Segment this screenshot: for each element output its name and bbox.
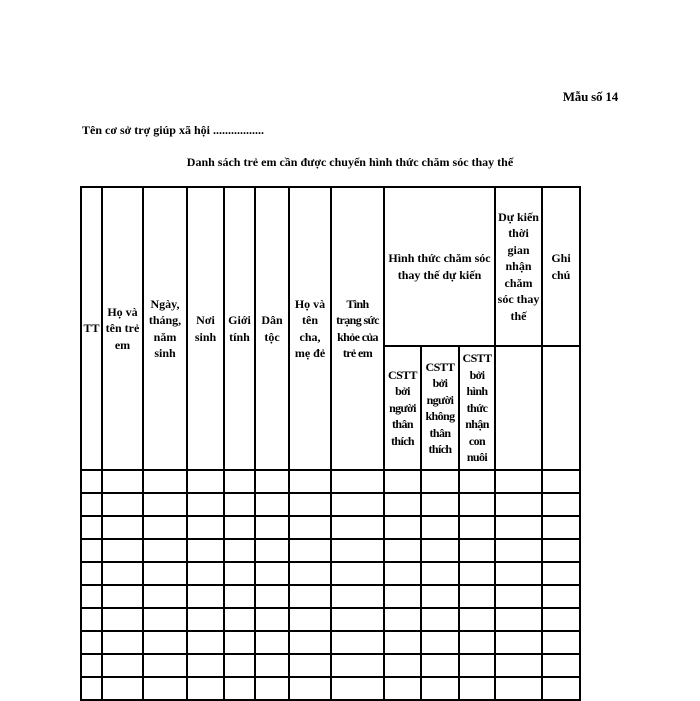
table-row <box>81 631 580 654</box>
table-cell <box>331 631 384 654</box>
table-cell <box>187 608 224 631</box>
table-cell <box>187 677 224 700</box>
table-cell <box>384 631 421 654</box>
table-cell <box>289 677 331 700</box>
table-cell <box>459 631 495 654</box>
table-row <box>81 470 580 493</box>
table-cell <box>255 585 289 608</box>
table-cell <box>421 654 459 677</box>
table-cell <box>384 608 421 631</box>
table-cell <box>187 585 224 608</box>
table-cell <box>331 562 384 585</box>
table-cell <box>459 470 495 493</box>
table-cell <box>255 470 289 493</box>
table-cell <box>81 677 102 700</box>
table-cell <box>102 562 143 585</box>
table-cell <box>289 631 331 654</box>
header-parents: Họ và tên cha, mẹ đẻ <box>289 187 331 470</box>
table-cell <box>102 654 143 677</box>
table-cell <box>81 631 102 654</box>
table-cell <box>81 585 102 608</box>
table-cell <box>384 539 421 562</box>
table-cell <box>495 562 542 585</box>
table-cell <box>542 585 580 608</box>
subheader-care-by-relatives: CSTT bởi người thân thích <box>384 346 421 470</box>
header-ethnicity: Dân tộc <box>255 187 289 470</box>
table-cell <box>187 516 224 539</box>
table-cell <box>384 470 421 493</box>
table-cell <box>331 516 384 539</box>
table-cell <box>289 654 331 677</box>
header-gender: Giới tính <box>224 187 255 470</box>
table-cell <box>495 493 542 516</box>
table-cell <box>459 654 495 677</box>
table-body <box>81 470 580 700</box>
header-full-name: Họ và tên trẻ em <box>102 187 143 470</box>
table-cell <box>255 677 289 700</box>
table-cell <box>384 493 421 516</box>
table-cell <box>495 677 542 700</box>
table-cell <box>102 585 143 608</box>
subheader-expected-time-blank <box>495 346 542 470</box>
table-cell <box>289 562 331 585</box>
document-title: Danh sách trẻ em cần được chuyển hình thức chăm sóc thay thế <box>186 155 514 169</box>
table-cell <box>331 493 384 516</box>
table-cell <box>421 493 459 516</box>
table-cell <box>102 539 143 562</box>
table-cell <box>542 493 580 516</box>
table-cell <box>384 677 421 700</box>
table-cell <box>542 539 580 562</box>
table-cell <box>255 539 289 562</box>
form-number: Mẫu số 14 <box>562 89 618 104</box>
table-cell <box>102 608 143 631</box>
table-cell <box>421 608 459 631</box>
table-row <box>81 516 580 539</box>
subheader-care-by-adoption: CSTT bởi hình thức nhận con nuôi <box>459 346 495 470</box>
table-cell <box>102 631 143 654</box>
table-cell <box>143 516 187 539</box>
table-cell <box>143 677 187 700</box>
facility-name-line: Tên cơ sở trợ giúp xã hội ................. <box>82 123 264 137</box>
table-cell <box>224 654 255 677</box>
table-cell <box>421 470 459 493</box>
table-cell <box>459 585 495 608</box>
table-cell <box>331 608 384 631</box>
table-cell <box>421 539 459 562</box>
table-cell <box>421 562 459 585</box>
table-cell <box>331 470 384 493</box>
table-row <box>81 585 580 608</box>
subheader-notes-blank <box>542 346 580 470</box>
table-cell <box>187 631 224 654</box>
table-cell <box>542 631 580 654</box>
table-cell <box>143 654 187 677</box>
table-cell <box>495 654 542 677</box>
table-cell <box>81 516 102 539</box>
table-cell <box>187 493 224 516</box>
table-cell <box>81 493 102 516</box>
table-cell <box>542 608 580 631</box>
table-cell <box>421 585 459 608</box>
table-cell <box>187 539 224 562</box>
table-cell <box>459 516 495 539</box>
table-cell <box>384 585 421 608</box>
table-cell <box>495 585 542 608</box>
children-list-table <box>80 186 581 701</box>
table-cell <box>224 677 255 700</box>
table-cell <box>143 539 187 562</box>
header-date-of-birth: Ngày, tháng, năm sinh <box>143 187 187 470</box>
header-health-status: Tình trạng sức khỏe của trẻ em <box>331 187 384 470</box>
table-cell <box>289 539 331 562</box>
header-notes: Ghi chú <box>542 187 580 346</box>
table-cell <box>331 654 384 677</box>
table-cell <box>224 493 255 516</box>
table-cell <box>384 562 421 585</box>
table-cell <box>255 654 289 677</box>
table-cell <box>459 493 495 516</box>
table-row <box>81 539 580 562</box>
table-cell <box>495 516 542 539</box>
table-row <box>81 562 580 585</box>
table-cell <box>224 562 255 585</box>
header-expected-time: Dự kiến thời gian nhận chăm sóc thay thế <box>495 187 542 346</box>
table-cell <box>224 539 255 562</box>
table-cell <box>102 516 143 539</box>
table-cell <box>542 516 580 539</box>
table-row <box>81 654 580 677</box>
table-cell <box>81 608 102 631</box>
table-cell <box>495 470 542 493</box>
table-cell <box>542 470 580 493</box>
table-cell <box>224 470 255 493</box>
table-cell <box>255 493 289 516</box>
table-cell <box>459 562 495 585</box>
table-cell <box>143 608 187 631</box>
table-cell <box>255 608 289 631</box>
table-row <box>81 608 580 631</box>
table-cell <box>459 608 495 631</box>
table-cell <box>542 562 580 585</box>
subheader-care-by-non-relatives: CSTT bởi người không thân thích <box>421 346 459 470</box>
table-cell <box>143 470 187 493</box>
table-cell <box>102 470 143 493</box>
table-cell <box>255 631 289 654</box>
table-cell <box>384 654 421 677</box>
table-cell <box>224 516 255 539</box>
table-cell <box>143 585 187 608</box>
table-cell <box>255 516 289 539</box>
table-cell <box>224 631 255 654</box>
table-cell <box>143 562 187 585</box>
table-cell <box>224 585 255 608</box>
table-cell <box>143 631 187 654</box>
table-cell <box>459 677 495 700</box>
table-cell <box>289 470 331 493</box>
table-cell <box>81 539 102 562</box>
table-cell <box>495 631 542 654</box>
header-care-form-group: Hình thức chăm sóc thay thế dự kiến <box>384 187 495 346</box>
table-cell <box>542 654 580 677</box>
table-cell <box>331 677 384 700</box>
table-cell <box>542 677 580 700</box>
table-cell <box>421 516 459 539</box>
table-cell <box>421 677 459 700</box>
table-cell <box>102 493 143 516</box>
table-cell <box>81 654 102 677</box>
table-row <box>81 677 580 700</box>
table-cell <box>81 562 102 585</box>
table-cell <box>384 516 421 539</box>
header-birthplace: Nơi sinh <box>187 187 224 470</box>
table-cell <box>289 608 331 631</box>
table-cell <box>421 631 459 654</box>
table-cell <box>289 493 331 516</box>
table-cell <box>495 608 542 631</box>
table-cell <box>459 539 495 562</box>
table-cell <box>331 539 384 562</box>
table-cell <box>187 470 224 493</box>
table-cell <box>495 539 542 562</box>
table-cell <box>289 585 331 608</box>
table-cell <box>81 470 102 493</box>
table-cell <box>255 562 289 585</box>
table-cell <box>187 562 224 585</box>
header-tt: TT <box>81 187 102 470</box>
table-row <box>81 493 580 516</box>
table-cell <box>224 608 255 631</box>
table-cell <box>187 654 224 677</box>
table-cell <box>143 493 187 516</box>
table-cell <box>331 585 384 608</box>
table-cell <box>289 516 331 539</box>
table-cell <box>102 677 143 700</box>
